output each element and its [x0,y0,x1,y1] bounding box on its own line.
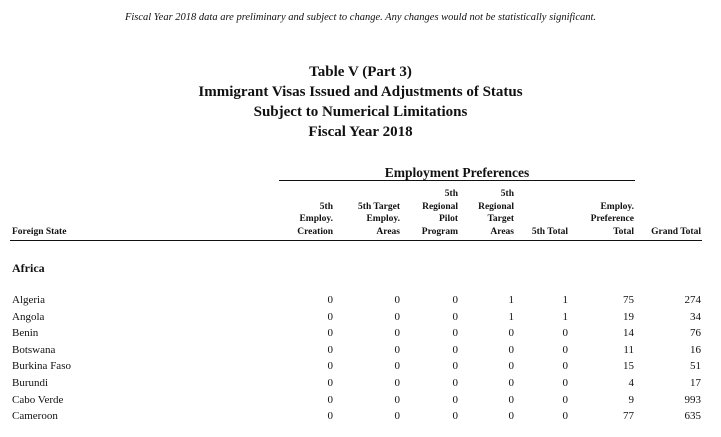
column-header-employ-preference-total [572,186,634,238]
table-row [0,358,721,375]
column-header-line: 5th Target [358,201,400,212]
cell-5th-total: 0 [562,377,568,389]
cell-employ-creation: 0 [327,327,333,340]
cell-employ-preference-total: 19 [623,310,634,323]
cell-employ-preference-total: 77 [623,410,634,423]
country-name: Angola [12,310,45,323]
table-main-title: Immigrant Visas Issued and Adjustments of Status [198,84,523,100]
column-header-line: Employ. [600,201,634,212]
country-name: Burundi [12,377,49,389]
column-header-line: Employ. [299,214,333,224]
cell-5th-total: 0 [562,393,568,406]
table-titles [0,62,721,142]
cell-grand-total: 635 [684,410,701,423]
column-header-line: Grand Total [651,226,701,237]
table-row [0,342,721,359]
cell-employ-creation: 0 [327,410,333,423]
cell-regional-target-areas: 0 [508,327,514,340]
column-header-5th-total [516,186,568,238]
cell-regional-pilot-program: 0 [452,294,458,306]
country-name: Benin [12,327,39,340]
table-row [0,408,721,425]
column-header-line: Regional [422,201,458,212]
cell-grand-total: 51 [690,360,701,373]
table-number-title: Table V (Part 3) [309,64,412,80]
header-rule [10,240,702,241]
table-row [0,292,721,309]
cell-grand-total: 76 [690,327,701,340]
cell-grand-total: 993 [684,393,701,406]
cell-regional-pilot-program: 0 [452,377,458,389]
country-name: Cabo Verde [12,393,64,406]
country-name: Algeria [12,294,45,306]
cell-regional-pilot-program: 0 [452,310,458,323]
fiscal-year-title: Fiscal Year 2018 [308,124,413,140]
table-subtitle: Subject to Numerical Limitations [253,104,468,120]
cell-5th-total: 1 [562,294,568,306]
column-header-target-employ-areas [338,186,400,238]
cell-grand-total: 16 [690,343,701,356]
cell-target-employ-areas: 0 [394,410,400,423]
preliminary-data-note: Fiscal Year 2018 data are preliminary and subject to change. Any changes would not be statistically significant. [124,12,597,23]
column-header-line: Foreign State [12,226,67,237]
column-header-employ-creation [271,186,333,238]
cell-target-employ-areas: 0 [394,393,400,406]
column-header-regional-target-areas [462,186,514,238]
cell-target-employ-areas: 0 [394,310,400,323]
column-header-line: 5th Total [531,226,568,237]
table-row [0,325,721,342]
cell-employ-preference-total: 9 [628,393,634,406]
table-row [0,375,721,392]
cell-employ-preference-total: 75 [623,294,634,306]
cell-grand-total: 34 [690,310,701,323]
column-header-line: Preference [590,214,634,224]
cell-5th-total: 0 [562,410,568,423]
cell-target-employ-areas: 0 [394,327,400,340]
employment-preferences-header: Employment Preferences [384,165,530,180]
column-header-regional-pilot-program [403,186,458,238]
column-header-line: 5th [500,189,514,199]
column-header-line: 5th [444,189,458,199]
column-header-line: Creation [297,226,333,237]
column-header-line: Areas [490,226,514,237]
cell-5th-total: 1 [562,310,568,323]
cell-regional-pilot-program: 0 [452,410,458,423]
cell-employ-preference-total: 14 [623,327,634,340]
cell-target-employ-areas: 0 [394,343,400,356]
cell-regional-target-areas: 0 [508,393,514,406]
country-name: Botswana [12,343,56,356]
cell-regional-target-areas: 0 [508,377,514,389]
cell-employ-preference-total: 11 [623,343,634,356]
cell-regional-pilot-program: 0 [452,393,458,406]
cell-regional-target-areas: 1 [508,294,514,306]
cell-regional-target-areas: 1 [508,310,514,323]
column-header-line: Total [613,226,634,237]
cell-employ-creation: 0 [327,310,333,323]
cell-5th-total: 0 [562,327,568,340]
cell-employ-creation: 0 [327,343,333,356]
column-header-line: Employ. [366,214,400,224]
cell-employ-preference-total: 4 [628,377,634,389]
cell-employ-creation: 0 [327,360,333,373]
column-header-line: Regional [478,201,514,212]
cell-5th-total: 0 [562,343,568,356]
column-header-line: Program [421,226,458,237]
table-row [0,392,721,409]
cell-employ-creation: 0 [327,393,333,406]
table-row [0,309,721,326]
country-name: Cameroon [12,410,58,423]
column-header-foreign-state [12,186,132,238]
cell-regional-pilot-program: 0 [452,360,458,373]
country-name: Burkina Faso [12,360,71,373]
column-header-line: 5th [319,201,333,212]
cell-regional-target-areas: 0 [508,410,514,423]
region-heading: Africa [12,261,45,275]
cell-5th-total: 0 [562,360,568,373]
cell-target-employ-areas: 0 [394,377,400,389]
cell-regional-pilot-program: 0 [452,327,458,340]
cell-employ-creation: 0 [327,294,333,306]
column-header-line: Areas [376,226,400,237]
cell-target-employ-areas: 0 [394,294,400,306]
cell-regional-target-areas: 0 [508,360,514,373]
column-header-grand-total [635,186,701,238]
cell-regional-pilot-program: 0 [452,343,458,356]
column-header-line: Target [487,214,514,224]
cell-employ-creation: 0 [327,377,333,389]
cell-employ-preference-total: 15 [623,360,634,373]
cell-regional-target-areas: 0 [508,343,514,356]
cell-grand-total: 17 [690,377,701,389]
cell-grand-total: 274 [684,294,701,306]
group-header-rule [279,180,635,181]
column-header-line: Pilot [439,214,458,224]
cell-target-employ-areas: 0 [394,360,400,373]
